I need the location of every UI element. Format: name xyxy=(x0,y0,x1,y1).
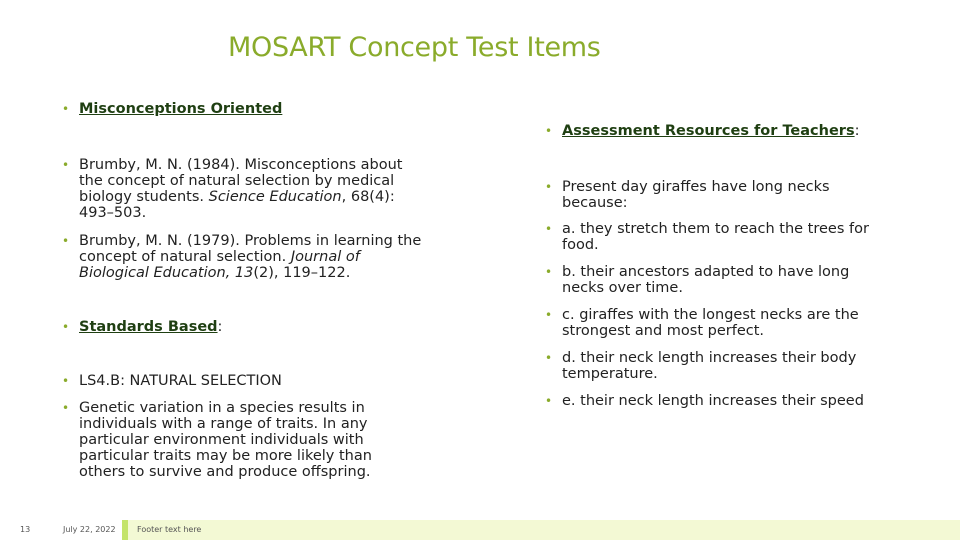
ls-text: Genetic variation in a species results in individuals with a range of traits. In any particular environment individuals with particular traits may be more likely than others to survive and produce offspring. xyxy=(79,400,372,480)
option-text: a. they stretch them to reach the trees for food. xyxy=(562,221,869,253)
ls-title: LS4.B: NATURAL SELECTION xyxy=(79,373,282,389)
option-item xyxy=(545,264,895,296)
option-item xyxy=(545,350,895,382)
option-text: e. their neck length increases their speed xyxy=(562,393,864,409)
bullet-icon: • xyxy=(62,374,70,388)
assessment-link[interactable]: Assessment Resources for Teachers xyxy=(562,123,855,139)
bullet-icon: • xyxy=(545,124,553,138)
reference-text: Brumby, M. N. (1984). Misconceptions about the concept of natural selection by medical biology students. Science Education, 68(4): 493–503. xyxy=(79,157,403,221)
question-text: Present day giraffes have long necks because: xyxy=(562,179,830,211)
assessment-item: • Assessment Resources for Teachers: xyxy=(545,123,860,139)
option-item xyxy=(545,221,895,253)
bullet-icon: • xyxy=(545,265,553,279)
bullet-icon: • xyxy=(62,102,70,116)
footer-text: Footer text here xyxy=(137,525,202,534)
option-item xyxy=(545,393,895,409)
slide-number: 13 xyxy=(20,525,31,534)
standards-link[interactable]: Standards Based xyxy=(79,319,218,335)
bullet-icon: • xyxy=(545,222,553,236)
bullet-icon: • xyxy=(545,180,553,194)
slide-title: MOSART Concept Test Items xyxy=(228,32,601,63)
standards-item: • Standards Based: xyxy=(62,319,223,335)
reference-text: Brumby, M. N. (1979). Problems in learning the concept of natural selection. Journal of Biological Education, 13(2), 119–122. xyxy=(79,233,422,281)
option-text: c. giraffes with the longest necks are the strongest and most perfect. xyxy=(562,307,859,339)
bullet-icon: • xyxy=(62,320,70,334)
bullet-icon: • xyxy=(62,234,70,248)
option-item xyxy=(545,307,895,339)
bullet-icon: • xyxy=(545,308,553,322)
question-item xyxy=(545,179,895,211)
bullet-icon: • xyxy=(62,401,70,415)
bullet-icon: • xyxy=(62,158,70,172)
reference-item xyxy=(62,157,422,221)
footer-accent xyxy=(122,520,128,540)
ls-title-item xyxy=(62,373,422,389)
bullet-icon: • xyxy=(545,394,553,408)
option-text: b. their ancestors adapted to have long necks over time. xyxy=(562,264,850,296)
reference-item xyxy=(62,233,422,281)
misconceptions-item xyxy=(62,101,422,117)
option-text: d. their neck length increases their body temperature. xyxy=(562,350,857,382)
bullet-icon: • xyxy=(545,351,553,365)
ls-text-item xyxy=(62,400,397,480)
footer-date: July 22, 2022 xyxy=(63,525,116,534)
misconceptions-link[interactable]: Misconceptions Oriented xyxy=(79,101,283,117)
